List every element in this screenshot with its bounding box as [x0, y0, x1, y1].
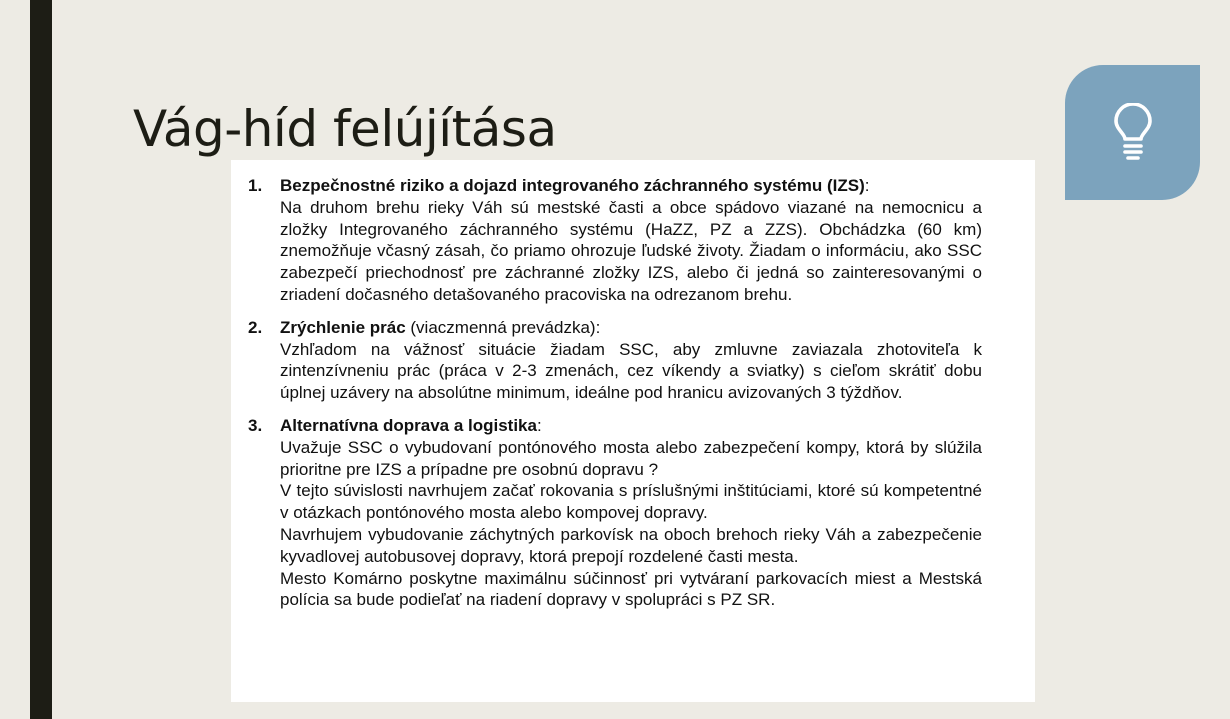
list-item-heading-suffix: : — [864, 176, 870, 195]
list-item-heading-suffix: (viaczmenná prevádzka): — [405, 317, 601, 337]
slide-title: Vág-híd felújítása — [133, 99, 557, 158]
list-item-paragraph: V tejto súvislosti navrhujem začať rokovania s príslušnými inštitúciami, ktoré sú kompetentné v otázkach pontónového mosta alebo kompovej dopravy. — [280, 481, 982, 523]
list-item-heading-suffix: : — [536, 415, 542, 435]
left-accent-bar — [30, 0, 52, 719]
list-item-heading: Zrýchlenie prác — [280, 317, 406, 337]
list-item-heading: Alternatívna doprava a logistika — [280, 415, 537, 435]
document-excerpt — [231, 160, 1035, 702]
list-item-number: 2. — [248, 317, 263, 337]
list-item — [248, 415, 982, 611]
list-item-paragraph: Mesto Komárno poskytne maximálnu súčinnosť pri vytváraní parkovacích miest a Mestská polícia sa bude podieľať na riadení dopravy v spolupráci s PZ SR. — [280, 568, 982, 610]
list-item — [248, 317, 982, 404]
list-item-paragraph: Uvažuje SSC o vybudovaní pontónového mosta alebo zabezpečení kompy, ktorá by slúžila prioritne pre IZS a prípadne pre osobnú dopravu ? — [280, 437, 982, 479]
list-item-number: 3. — [248, 415, 263, 435]
list-item-paragraph: Na druhom brehu rieky Váh sú mestské časti a obce spádovo viazané na nemocnicu a zložky Integrovaného záchranného systému (HaZZ, PZ a ZZS). Obchádzka (60 km) znemožňuje včasný zásah, čo priamo ohrozuje ľudské životy. Žiadam o informáciu, ako SSC zabezpečí priechodnosť pre záchranné zložky IZS, alebo či jedná so zainteresovanými o zriadení dočasného detašovaného pracoviska na odrezanom brehu. — [280, 197, 982, 304]
idea-badge — [1065, 65, 1200, 200]
list-item-heading: Bezpečnostné riziko a dojazd integrovaného záchranného systému (IZS) — [280, 176, 865, 195]
list-item-paragraph: Navrhujem vybudovanie záchytných parkovísk na oboch brehoch rieky Váh a zabezpečenie kyvadlovej autobusovej dopravy, ktorá prepojí rozdelené časti mesta. — [280, 524, 982, 566]
lightbulb-icon — [1111, 103, 1155, 163]
list-item-number: 1. — [248, 176, 263, 195]
list-item-paragraph: Vzhľadom na vážnosť situácie žiadam SSC, aby zmluvne zaviazala zhotoviteľa k zintenzívneniu prác (práca v 2-3 zmenách, cez víkendy a sviatky) s cieľom skrátiť dobu úplnej uzávery na absolútne minimum, ideálne pod hranicu avizovaných 3 týždňov. — [280, 339, 982, 403]
list-item — [248, 175, 982, 306]
